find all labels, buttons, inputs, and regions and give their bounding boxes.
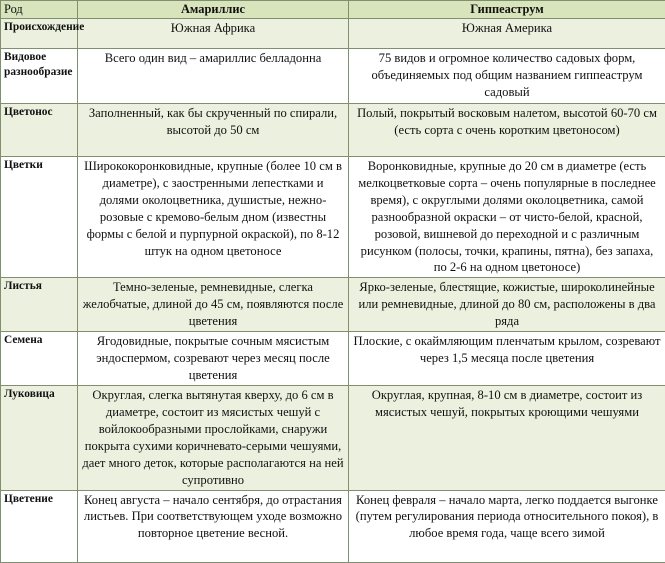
header-row [1, 1, 665, 19]
hippeastrum-cell: Ярко-зеленые, блестящие, кожистые, широколинейные или ремневидные, длиной до 80 см, расположены в два ряда [349, 278, 665, 332]
table-row [1, 490, 665, 562]
row-label: Видовое разнообразие [1, 49, 78, 104]
hippeastrum-cell: Полый, покрытый восковым налетом, высотой 60-70 см (есть сорта с очень коротким цветоносом) [349, 104, 665, 157]
row-label: Цветки [1, 157, 78, 278]
table-row [1, 278, 665, 332]
row-label: Цветение [1, 490, 78, 562]
row-label: Семена [1, 332, 78, 386]
amaryllis-cell: Округлая, слегка вытянутая кверху, до 6 см в диаметре, состоит из мясистых чешуй с войлокообразными прослойками, снаружи покрыта сухими коричневато-серыми чешуями, дает много деток, которые располагаются на ней супротивно [78, 386, 349, 490]
amaryllis-cell: Ширококоронковидные, крупные (более 10 см в диаметре), с заостренными лепестками и долями околоцветника, душистые, нежно-розовые с кремово-белым дном (известны формы с белой и пурпурной окраской), по 8-12 штук на одном цветоносе [78, 157, 349, 278]
row-label: Листья [1, 278, 78, 332]
header-genus: Род [1, 1, 78, 19]
header-hippeastrum: Гиппеаструм [349, 1, 665, 19]
hippeastrum-cell: 75 видов и огромное количество садовых форм, объединяемых под общим названием гиппеаструм садовый [349, 49, 665, 104]
table-row [1, 157, 665, 278]
amaryllis-cell: Ягодовидные, покрытые сочным мясистым эндоспермом, созревают через месяц после цветения [78, 332, 349, 386]
hippeastrum-cell: Южная Америка [349, 19, 665, 49]
amaryllis-cell: Заполненный, как бы скрученный по спирали, высотой до 50 см [78, 104, 349, 157]
row-label: Происхождение [1, 19, 78, 49]
hippeastrum-cell: Округлая, крупная, 8-10 см в диаметре, состоит из мясистых чешуй, покрытых кроющими чешуями [349, 386, 665, 490]
row-label: Луковица [1, 386, 78, 490]
table-row [1, 332, 665, 386]
hippeastrum-cell: Плоские, с окаймляющим пленчатым крылом, созревают через 1,5 месяца после цветения [349, 332, 665, 386]
hippeastrum-cell: Воронковидные, крупные до 20 см в диаметре (есть мелкоцветковые сорта – очень популярные в последнее время), с округлыми долями околоцветника, самой разнообразной окраски – от чисто-белой, красной, розовой, вишневой до переходной и с различным рисунком (полосы, точки, крапины, пятна), без запаха, по 2-6 на одном цветоносе) [349, 157, 665, 278]
table-row [1, 104, 665, 157]
header-amaryllis: Амариллис [78, 1, 349, 19]
row-label: Цветонос [1, 104, 78, 157]
amaryllis-cell: Темно-зеленые, ремневидные, слегка желобчатые, длиной до 45 см, появляются после цветения [78, 278, 349, 332]
hippeastrum-cell: Конец февраля – начало марта, легко поддается выгонке (путем регулирования периода относительного покоя), в любое время года, чаще всего зимой [349, 490, 665, 562]
table-row [1, 19, 665, 49]
amaryllis-cell: Всего один вид – амариллис белладонна [78, 49, 349, 104]
table-row [1, 386, 665, 490]
table-row [1, 49, 665, 104]
amaryllis-cell: Южная Африка [78, 19, 349, 49]
amaryllis-cell: Конец августа – начало сентября, до отрастания листьев. При соответствующем уходе возможно повторное цветение весной. [78, 490, 349, 562]
